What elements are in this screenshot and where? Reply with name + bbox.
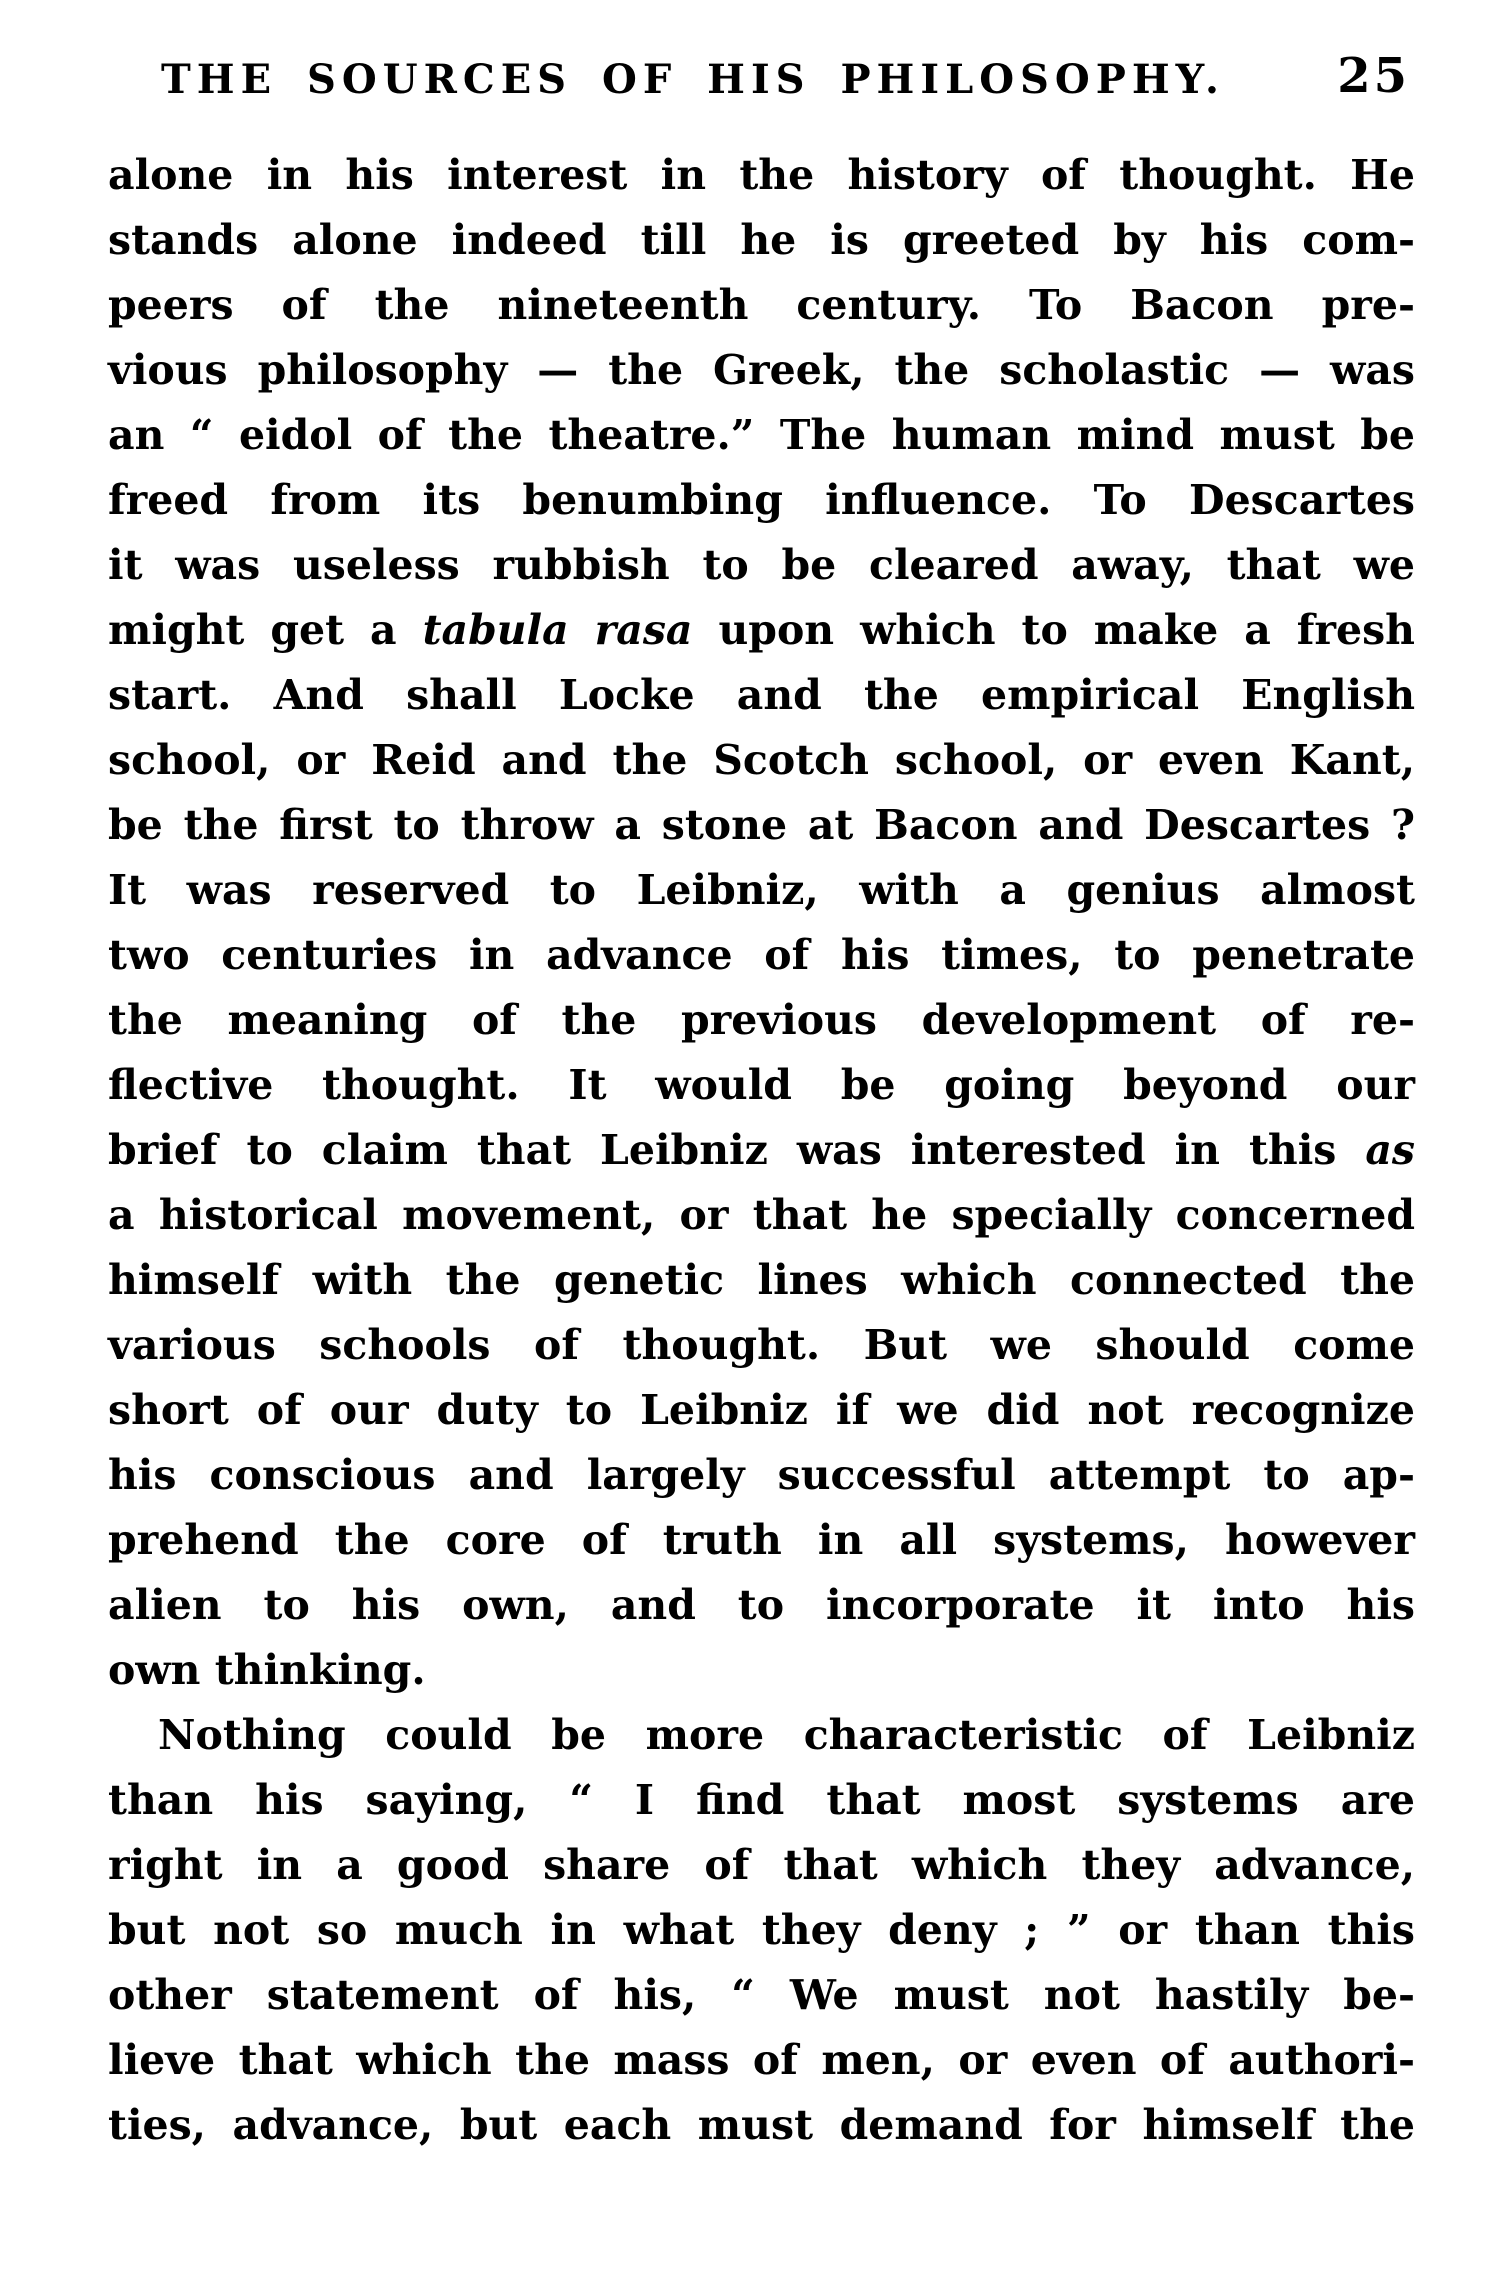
text-segment: might get a xyxy=(108,606,423,654)
text-line xyxy=(108,1183,1415,1248)
text-segment: Nothing could be more characteristic of Leibniz xyxy=(158,1711,1415,1759)
running-header xyxy=(0,48,1490,118)
text-segment: right in a good share of that which they advance, xyxy=(108,1841,1415,1889)
text-segment: various schools of thought. But we should come xyxy=(108,1321,1415,1369)
text-line xyxy=(108,1703,1415,1768)
text-line xyxy=(108,403,1415,468)
text-segment: than his saying, “ I find that most systems are xyxy=(108,1776,1415,1824)
text-segment: short of our duty to Leibniz if we did not recognize xyxy=(108,1386,1415,1434)
text-line xyxy=(108,533,1415,598)
text-segment: flective thought. It would be going beyond our xyxy=(108,1061,1415,1109)
text-segment: be the first to throw a stone at Bacon and Descartes ? xyxy=(108,801,1415,849)
text-segment: himself with the genetic lines which connected the xyxy=(108,1256,1415,1304)
text-segment: but not so much in what they deny ; ” or than this xyxy=(108,1906,1415,1954)
text-segment: alien to his own, and to incorporate it into his xyxy=(108,1581,1415,1629)
text-segment: start. And shall Locke and the empirical English xyxy=(108,671,1415,719)
text-segment: ties, advance, but each must demand for himself the xyxy=(108,2101,1415,2149)
text-line xyxy=(108,2093,1415,2158)
text-segment: brief to claim that Leibniz was interested in this xyxy=(108,1126,1366,1174)
text-line xyxy=(108,1898,1415,1963)
text-segment: school, or Reid and the Scotch school, or even Kant, xyxy=(108,736,1415,784)
text-segment: two centuries in advance of his times, to penetrate xyxy=(108,931,1415,979)
text-line xyxy=(108,1118,1415,1183)
text-line xyxy=(108,1963,1415,2028)
text-line xyxy=(108,1508,1415,1573)
text-line xyxy=(108,728,1415,793)
text-segment: peers of the nineteenth century. To Bacon pre- xyxy=(108,281,1415,329)
text-line xyxy=(108,2028,1415,2093)
page-header-title: THE SOURCES OF HIS PHILOSOPHY. xyxy=(161,56,1225,103)
text-segment: an “ eidol of the theatre.” The human mind must be xyxy=(108,411,1415,459)
page-number: 25 xyxy=(1337,48,1410,104)
body-text xyxy=(108,143,1415,2158)
text-segment: his conscious and largely successful attempt to ap- xyxy=(108,1451,1415,1499)
text-line xyxy=(108,273,1415,338)
text-segment: other statement of his, “ We must not hastily be- xyxy=(108,1971,1415,2019)
text-line xyxy=(108,793,1415,858)
text-line xyxy=(108,1638,1415,1703)
text-segment: lieve that which the mass of men, or even of authori- xyxy=(108,2036,1415,2084)
text-line xyxy=(108,988,1415,1053)
text-line xyxy=(108,663,1415,728)
text-segment: stands alone indeed till he is greeted by his com- xyxy=(108,216,1415,264)
text-line xyxy=(108,1768,1415,1833)
text-segment: it was useless rubbish to be cleared away, that we xyxy=(108,541,1415,589)
text-segment: the meaning of the previous development of re- xyxy=(108,996,1415,1044)
text-line xyxy=(108,1053,1415,1118)
text-line xyxy=(108,208,1415,273)
italic-text-segment: as xyxy=(1365,1126,1415,1174)
text-line xyxy=(108,338,1415,403)
text-line xyxy=(108,143,1415,208)
text-segment: prehend the core of truth in all systems, however xyxy=(108,1516,1415,1564)
text-line xyxy=(108,1313,1415,1378)
text-segment: freed from its benumbing influence. To Descartes xyxy=(108,476,1415,524)
text-line xyxy=(108,1248,1415,1313)
text-line xyxy=(108,598,1415,663)
italic-text-segment: tabula rasa xyxy=(422,606,693,654)
text-line xyxy=(108,1573,1415,1638)
text-line xyxy=(108,468,1415,533)
text-line xyxy=(108,858,1415,923)
text-segment: upon which to make a fresh xyxy=(692,606,1415,654)
text-segment: vious philosophy — the Greek, the scholastic — was xyxy=(108,346,1415,394)
text-segment: a historical movement, or that he specially concerned xyxy=(108,1191,1415,1239)
text-line xyxy=(108,1833,1415,1898)
text-line xyxy=(108,1378,1415,1443)
text-segment: It was reserved to Leibniz, with a genius almost xyxy=(108,866,1415,914)
text-line xyxy=(108,923,1415,988)
text-segment: alone in his interest in the history of thought. He xyxy=(108,151,1415,199)
text-line xyxy=(108,1443,1415,1508)
text-segment: own thinking. xyxy=(108,1646,426,1694)
